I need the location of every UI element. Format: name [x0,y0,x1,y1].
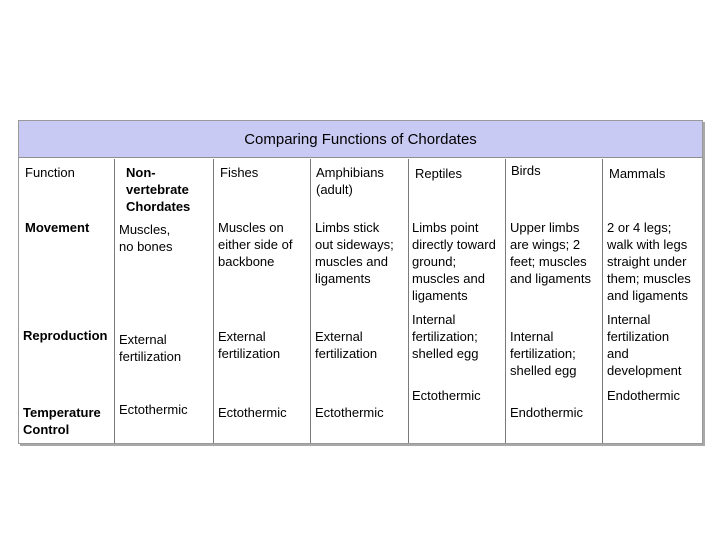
row-label-movement: Movement [25,220,90,235]
chordates-comparison-table [18,120,703,444]
row-label-temperature-control: Temperature Control [23,405,101,437]
temperature-birds: Endothermic [510,405,583,420]
header-fishes: Fishes [220,165,259,180]
header-mammals: Mammals [609,166,666,181]
movement-nonvertebrate: Muscles, no bones [119,222,173,254]
reproduction-reptiles: Internal fertilization; shelled egg [412,312,479,361]
movement-fishes: Muscles on either side of backbone [218,220,293,269]
reproduction-fishes: External fertilization [218,329,281,361]
header-birds: Birds [511,163,541,178]
reproduction-nonvertebrate: External fertilization [119,332,182,364]
reproduction-birds: Internal fertilization; shelled egg [510,329,577,378]
reproduction-mammals: Internal fertilization and development [607,312,682,378]
movement-amphibians: Limbs stick out sideways; muscles and ligaments [315,220,394,286]
column-divider [213,159,214,443]
temperature-nonvertebrate: Ectothermic [119,402,188,417]
column-divider [408,159,409,443]
temperature-reptiles: Ectothermic [412,388,481,403]
header-function: Function [25,165,75,180]
column-divider [114,159,115,443]
movement-birds: Upper limbs are wings; 2 feet; muscles and ligaments [510,220,591,286]
row-label-reproduction: Reproduction [23,328,108,343]
temperature-amphibians: Ectothermic [315,405,384,420]
table-title: Comparing Functions of Chordates [19,121,702,158]
header-amphibians: Amphibians (adult) [316,165,384,197]
column-divider [505,159,506,443]
temperature-fishes: Ectothermic [218,405,287,420]
movement-mammals: 2 or 4 legs; walk with legs straight under them; muscles and ligaments [607,220,691,303]
movement-reptiles: Limbs point directly toward ground; muscles and ligaments [412,220,496,303]
column-divider [602,159,603,443]
column-divider [310,159,311,443]
header-nonvertebrate-chordates: Non- vertebrate Chordates [126,165,191,214]
temperature-mammals: Endothermic [607,388,680,403]
header-reptiles: Reptiles [415,166,462,181]
reproduction-amphibians: External fertilization [315,329,378,361]
